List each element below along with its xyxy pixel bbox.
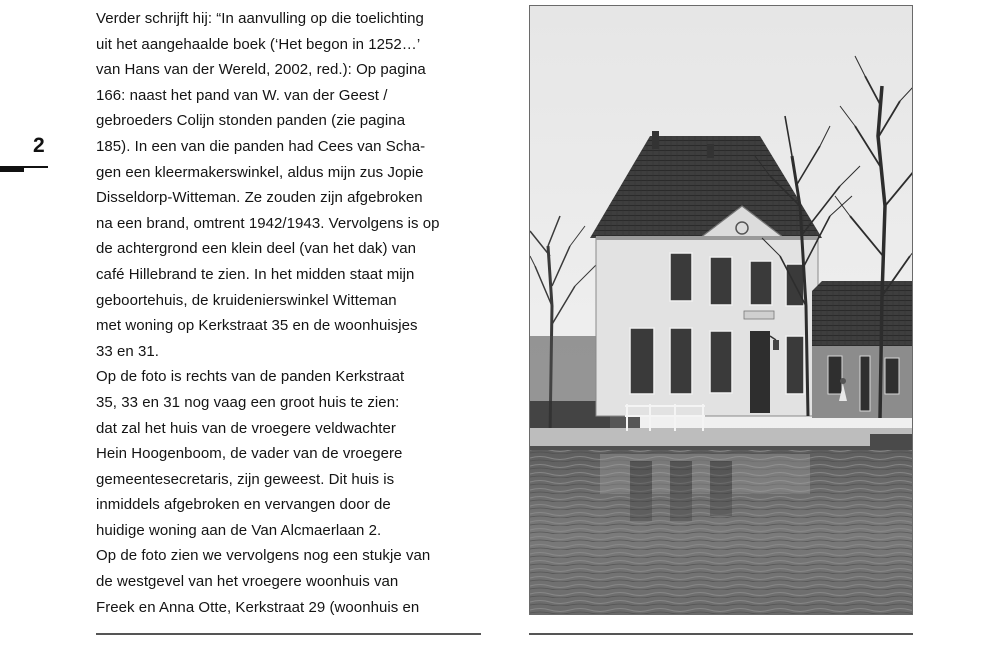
article-line: 166: naast het pand van W. van der Geest / bbox=[96, 86, 388, 104]
historic-photo bbox=[529, 5, 913, 615]
article-line: Hein Hoogenboom, de vader van de vroegere bbox=[96, 445, 403, 463]
article-line: inmiddels afgebroken en vervangen door de bbox=[96, 496, 391, 514]
article-line: Verder schrijft hij: “In aanvulling op die toelichting bbox=[96, 10, 424, 27]
article-line: 35, 33 en 31 nog vaag een groot huis te zien: bbox=[96, 393, 400, 411]
wall-lamp bbox=[773, 340, 779, 350]
article-line: 33 en 31. bbox=[96, 342, 160, 360]
article-line: Freek en Anna Otte, Kerkstraat 29 (woonhuis en bbox=[96, 598, 420, 616]
shop-sign bbox=[744, 311, 774, 319]
page-marker-block bbox=[0, 166, 24, 172]
article-line: dat zal het huis van de vroegere veldwachter bbox=[96, 419, 396, 437]
front-door bbox=[750, 331, 770, 413]
historic-photo-drawing bbox=[530, 6, 913, 615]
article-line: Op de foto zien we vervolgens nog een stukje van bbox=[96, 547, 431, 565]
article-line: Disseldorp-Witteman. Ze zouden zijn afgebroken bbox=[96, 189, 423, 207]
bottom-rule-right bbox=[529, 633, 913, 635]
article-line: met woning op Kerkstraat 35 en de woonhuisjes bbox=[96, 317, 418, 335]
article-line: de westgevel van het vroegere woonhuis van bbox=[96, 573, 399, 591]
chimney bbox=[652, 131, 659, 149]
quay-edge bbox=[530, 446, 913, 450]
page-number: 2 bbox=[33, 134, 45, 157]
chimney bbox=[707, 144, 714, 158]
article-line: huidige woning aan de Van Alcmaerlaan 2. bbox=[96, 521, 382, 539]
article-line: uit het aangehaalde boek (‘Het begon in 1252…’ bbox=[96, 35, 421, 53]
article-line: geboortehuis, de kruidenierswinkel Witteman bbox=[96, 291, 397, 309]
article-line: de achtergrond een klein deel (van het dak) van bbox=[96, 240, 417, 258]
quay bbox=[530, 428, 913, 448]
cornice bbox=[596, 236, 818, 240]
article-line: gebroeders Colijn stonden panden (zie pagina bbox=[96, 112, 406, 130]
article-line: na een brand, omtrent 1942/1943. Vervolgens is op bbox=[96, 214, 440, 232]
article-line: gen een kleermakerswinkel, aldus mijn zus Jopie bbox=[96, 163, 424, 181]
person-figure bbox=[840, 378, 846, 384]
page-marker bbox=[0, 132, 50, 176]
article-line: van Hans van der Wereld, 2002, red.): Op pagina bbox=[96, 61, 426, 79]
article-line: gemeentesecretaris, zijn geweest. Dit huis is bbox=[96, 470, 395, 488]
side-houses-roof bbox=[812, 281, 913, 346]
article-line: café Hillebrand te zien. In het midden staat mijn bbox=[96, 265, 415, 283]
article-line: 185). In een van die panden had Cees van Scha- bbox=[96, 137, 426, 155]
article-text bbox=[96, 6, 486, 620]
bottom-rule-left bbox=[96, 633, 481, 635]
article-line: Op de foto is rechts van de panden Kerkstraat bbox=[96, 368, 405, 386]
